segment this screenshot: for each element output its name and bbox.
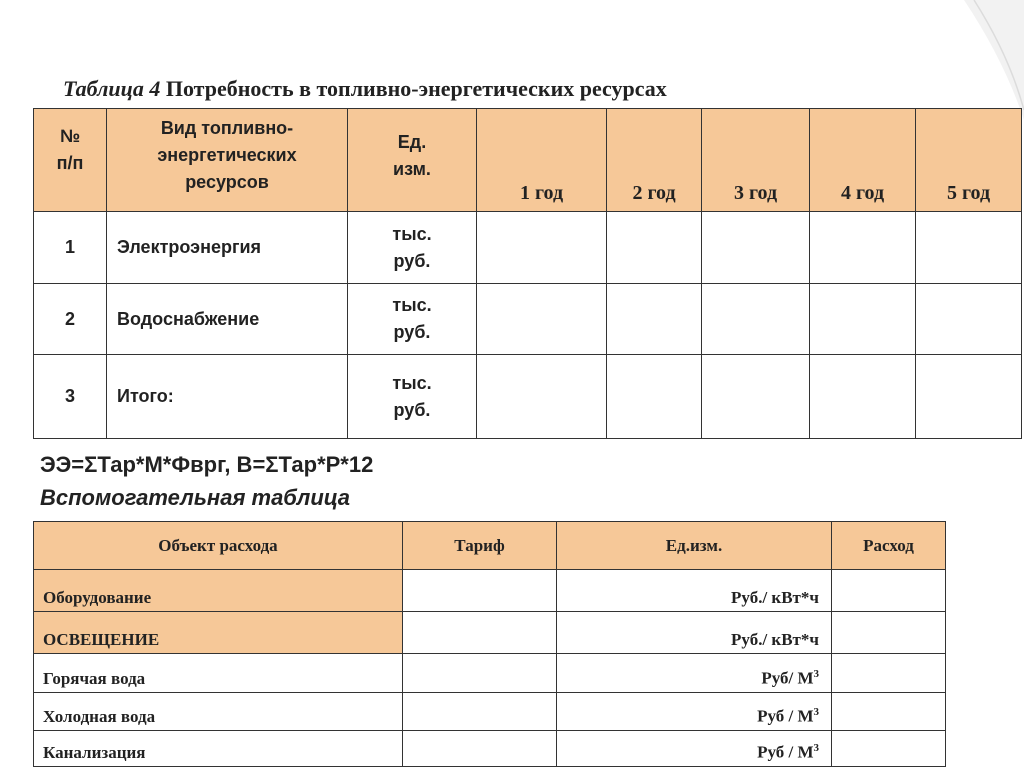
header-year-2: 2 год [607,109,702,212]
header-year-3: 3 год [702,109,810,212]
header-kind: Вид топливно- энергетических ресурсов [107,109,348,212]
page-title [63,76,667,102]
aux-object: Холодная вода [34,693,403,731]
header-year-4: 4 год [810,109,916,212]
table-row [34,731,946,767]
aux-object: Канализация [34,731,403,767]
cell-year-2 [607,284,702,355]
header-num: № п/п [34,109,107,212]
cell-year-5 [916,355,1022,439]
table-row [34,693,946,731]
cell-year-4 [810,212,916,284]
aux-unit: Руб/ $М^3$ [557,654,832,693]
cell-year-1 [477,284,607,355]
aux-unit: Руб / $М^3$ [557,731,832,767]
aux-unit: Руб./ кВт*ч [557,570,832,612]
aux-table-title: Вспомогательная таблица [40,485,350,510]
page-curl-decoration [964,0,1024,120]
cell-year-1 [477,355,607,439]
cell-year-2 [607,355,702,439]
table-row [34,212,1022,284]
aux-object: Оборудование [34,570,403,612]
formula-text: ЭЭ=ΣТар*М*Фврг, В=ΣТар*Р*12 [40,452,374,477]
cell-year-4 [810,355,916,439]
table-row [34,284,1022,355]
table-title-text: Потребность в топливно-энергетических ресурсах [165,76,667,101]
aux-header-tariff: Тариф [403,522,557,570]
table-row [34,570,946,612]
row-name: Водоснабжение [107,284,348,355]
aux-object: ОСВЕЩЕНИЕ [34,612,403,654]
aux-tariff [403,693,557,731]
header-year-1: 1 год [477,109,607,212]
cell-year-2 [607,212,702,284]
table-row [34,612,946,654]
table-number: Таблица 4 [63,76,161,101]
aux-header-consumption: Расход [832,522,946,570]
aux-consumption [832,693,946,731]
header-unit: Ед. изм. [348,109,477,212]
aux-consumption [832,570,946,612]
row-num: 2 [34,284,107,355]
row-unit: тыс. руб. [348,284,477,355]
auxiliary-table [33,521,946,767]
aux-tariff [403,654,557,693]
row-unit: тыс. руб. [348,355,477,439]
aux-tariff [403,731,557,767]
header-row [34,109,1022,212]
aux-consumption [832,612,946,654]
aux-consumption [832,654,946,693]
header-year-5: 5 год [916,109,1022,212]
aux-tariff [403,612,557,654]
aux-header-unit: Ед.изм. [557,522,832,570]
cell-year-5 [916,284,1022,355]
cell-year-3 [702,212,810,284]
aux-unit: Руб./ кВт*ч [557,612,832,654]
aux-object: Горячая вода [34,654,403,693]
aux-consumption [832,731,946,767]
aux-tariff [403,570,557,612]
cell-year-1 [477,212,607,284]
table-row [34,355,1022,439]
cell-year-5 [916,212,1022,284]
resource-demand-table [33,108,1022,439]
row-unit: тыс. руб. [348,212,477,284]
cell-year-4 [810,284,916,355]
cell-year-3 [702,284,810,355]
aux-unit: Руб / $М^3$ [557,693,832,731]
aux-header-object: Объект расхода [34,522,403,570]
row-name: Итого: [107,355,348,439]
row-num: 1 [34,212,107,284]
aux-header-row [34,522,946,570]
table-row [34,654,946,693]
cell-year-3 [702,355,810,439]
row-num: 3 [34,355,107,439]
row-name: Электроэнергия [107,212,348,284]
